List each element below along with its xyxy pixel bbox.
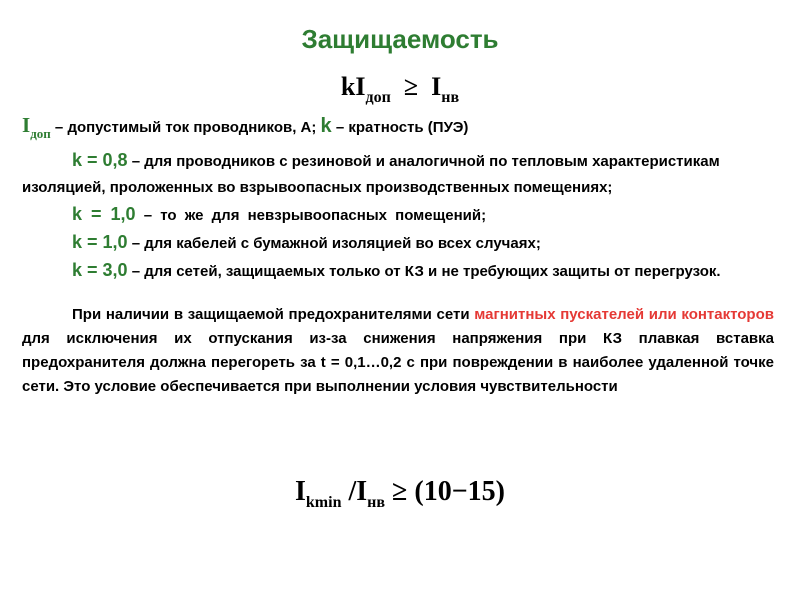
- paragraph-text-1: При наличии в защищаемой предохранителями сети: [72, 306, 475, 323]
- definition-text-1: – допустимый ток проводников, А;: [50, 119, 321, 136]
- definition-k-symbol: k: [320, 115, 332, 137]
- k-item: [22, 257, 774, 285]
- definition-line: [22, 112, 774, 147]
- paragraph-text-2: для исключения их отпускания из-за снижения напряжения при КЗ плавкая вставка предохранителя должна перегореть за t = 0,1…0,2 с при повреждении в наиболее удаленной точке сети. Это условие обеспечивается при выполнении условия чувствительности: [22, 330, 774, 395]
- sensitivity-paragraph: [22, 303, 774, 399]
- k-value: k = 0,8: [72, 150, 128, 170]
- formula-lhs-subscript: доп: [365, 89, 391, 106]
- formula2-tail: ≥ (10−15): [385, 476, 505, 507]
- slide-title: Защищаемость: [301, 24, 499, 54]
- formula-sensitivity-condition: [0, 476, 800, 512]
- k-description: – для сетей, защищаемых только от КЗ и не требующих защиты от перегрузок.: [127, 263, 721, 280]
- formula-protection-condition: [0, 72, 800, 107]
- formula2-lhs-subscript: kmin: [305, 494, 342, 511]
- k-item: [22, 201, 774, 229]
- k-item: [22, 147, 774, 201]
- definition-symbol: [22, 113, 51, 141]
- definition-text-2: – кратность (ПУЭ): [331, 119, 469, 136]
- formula2-slash: /I: [341, 476, 368, 507]
- paragraph-spacer: [22, 285, 774, 303]
- formula2-lhs: I: [294, 476, 306, 507]
- definition-symbol-letter: I: [22, 113, 31, 137]
- k-description: – то же для невзрывоопасных помещений;: [135, 207, 487, 224]
- formula-lhs: kI: [340, 72, 366, 101]
- k-item: [22, 229, 774, 257]
- k-description: – для кабелей с бумажной изоляцией во всех случаях;: [127, 235, 541, 252]
- k-value: k = 1,0: [72, 204, 136, 224]
- formula2-rhs-subscript: нв: [367, 494, 386, 511]
- slide-body: [22, 112, 774, 399]
- k-value: k = 1,0: [72, 232, 128, 252]
- paragraph-highlight: магнитных пускателей или контакторов: [474, 306, 774, 323]
- k-description: – для проводников с резиновой и аналогичной по тепловым характеристикам изоляцией, проложенных во взрывоопасных производственных помещениях;: [22, 153, 720, 196]
- definition-symbol-subscript: доп: [30, 126, 51, 141]
- formula-rhs-subscript: нв: [441, 89, 460, 106]
- formula-operator: ≥: [403, 72, 419, 101]
- k-value: k = 3,0: [72, 260, 128, 280]
- formula-rhs: I: [431, 72, 442, 101]
